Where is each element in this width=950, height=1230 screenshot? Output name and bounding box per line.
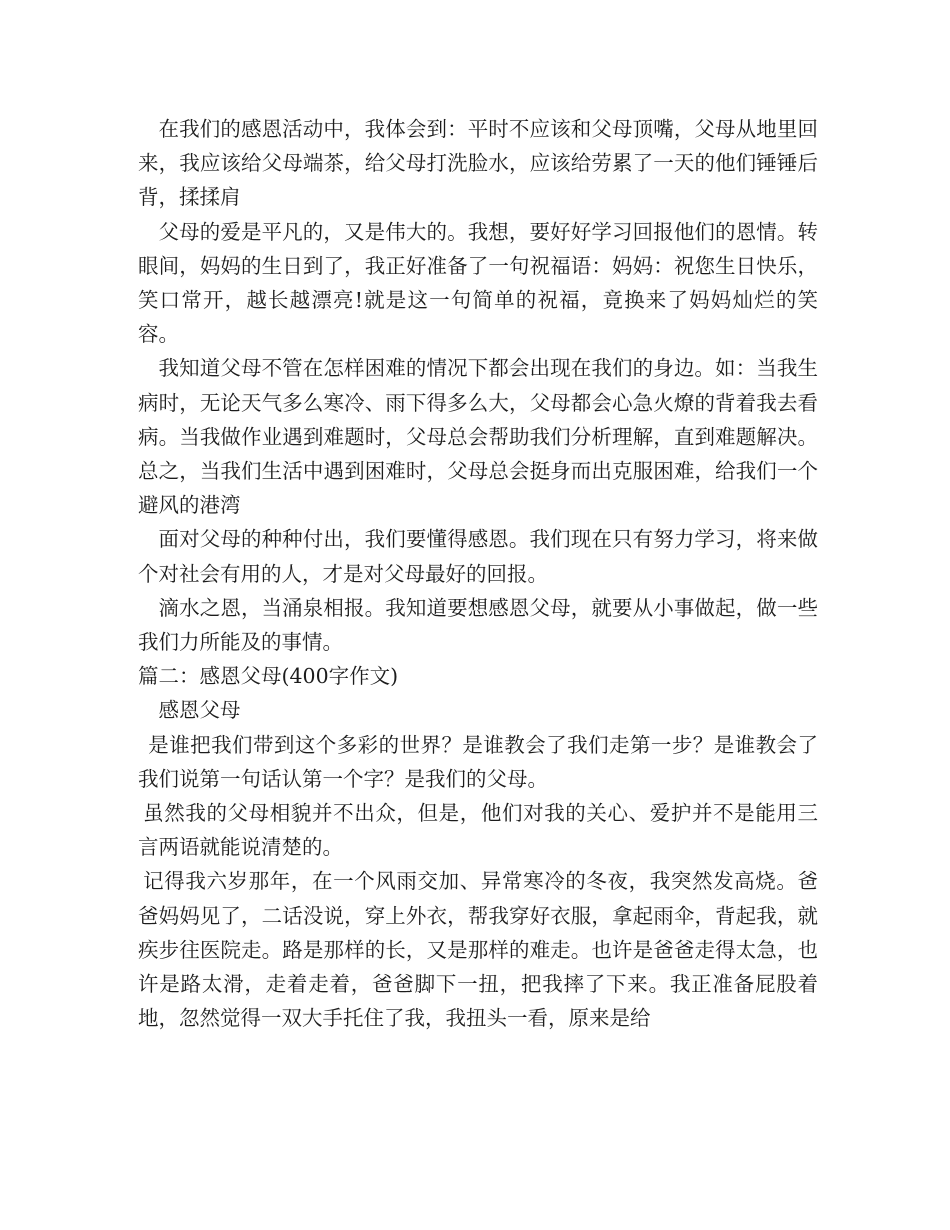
paragraph-ordinary-parents: 虽然我的父母相貌并不出众，但是，他们对我的关心、爱护并不是能用三言两语就能说清楚的。	[138, 801, 818, 860]
paragraph-small-things: 滴水之恩，当涌泉相报。我知道要想感恩父母，就要从小事做起，做一些我们力所能及的事情。	[138, 595, 818, 655]
paragraph-who-brought-us: 是谁把我们带到这个多彩的世界？是谁教会了我们走第一步？是谁教会了我们说第一句话认第一个字？是我们的父母。	[138, 732, 818, 791]
paragraph-parents-love: 父母的爱是平凡的，又是伟大的。我想，要好好学习回报他们的恩情。转眼间，妈妈的生日到了，我正好准备了一句祝福语：妈妈：祝您生日快乐，笑口常开，越长越漂亮!就是这一句简单的祝福，竟换来了妈妈灿烂的笑容。	[138, 219, 818, 347]
essay-title: 感恩父母	[158, 698, 241, 723]
paragraph-gratitude-activity: 在我们的感恩活动中，我体会到：平时不应该和父母顶嘴，父母从地里回来，我应该给父母端茶，给父母打洗脸水，应该给劳累了一天的他们锤锤后背，揉揉肩	[138, 117, 818, 210]
section-heading: 篇二：感恩父母(400字作文)	[138, 664, 399, 689]
paragraph-fever-night: 记得我六岁那年，在一个风雨交加、异常寒冷的冬夜，我突然发高烧。爸爸妈妈见了，二话没说，穿上外衣，帮我穿好衣服，拿起雨伞，背起我，就疾步往医院走。路是那样的长，又是那样的难走。也许是爸爸走得太急，也许是路太滑，走着走着，爸爸脚下一扭，把我摔了下来。我正准备屁股着地，忽然觉得一双大手托住了我，我扭头一看，原来是给	[138, 869, 818, 1031]
paragraph-parents-support: 我知道父母不管在怎样困难的情况下都会出现在我们的身边。如：当我生病时，无论天气多么寒冷、雨下得多么大，父母都会心急火燎的背着我去看病。当我做作业遇到难题时，父母总会帮助我们分析理解，直到难题解决。总之，当我们生活中遇到困难时，父母总会挺身而出克服困难，给我们一个避风的港湾	[138, 356, 818, 518]
document-body	[138, 112, 818, 1035]
paragraph-repay-parents: 面对父母的种种付出，我们要懂得感恩。我们现在只有努力学习，将来做个对社会有用的人，才是对父母最好的回报。	[138, 527, 818, 586]
